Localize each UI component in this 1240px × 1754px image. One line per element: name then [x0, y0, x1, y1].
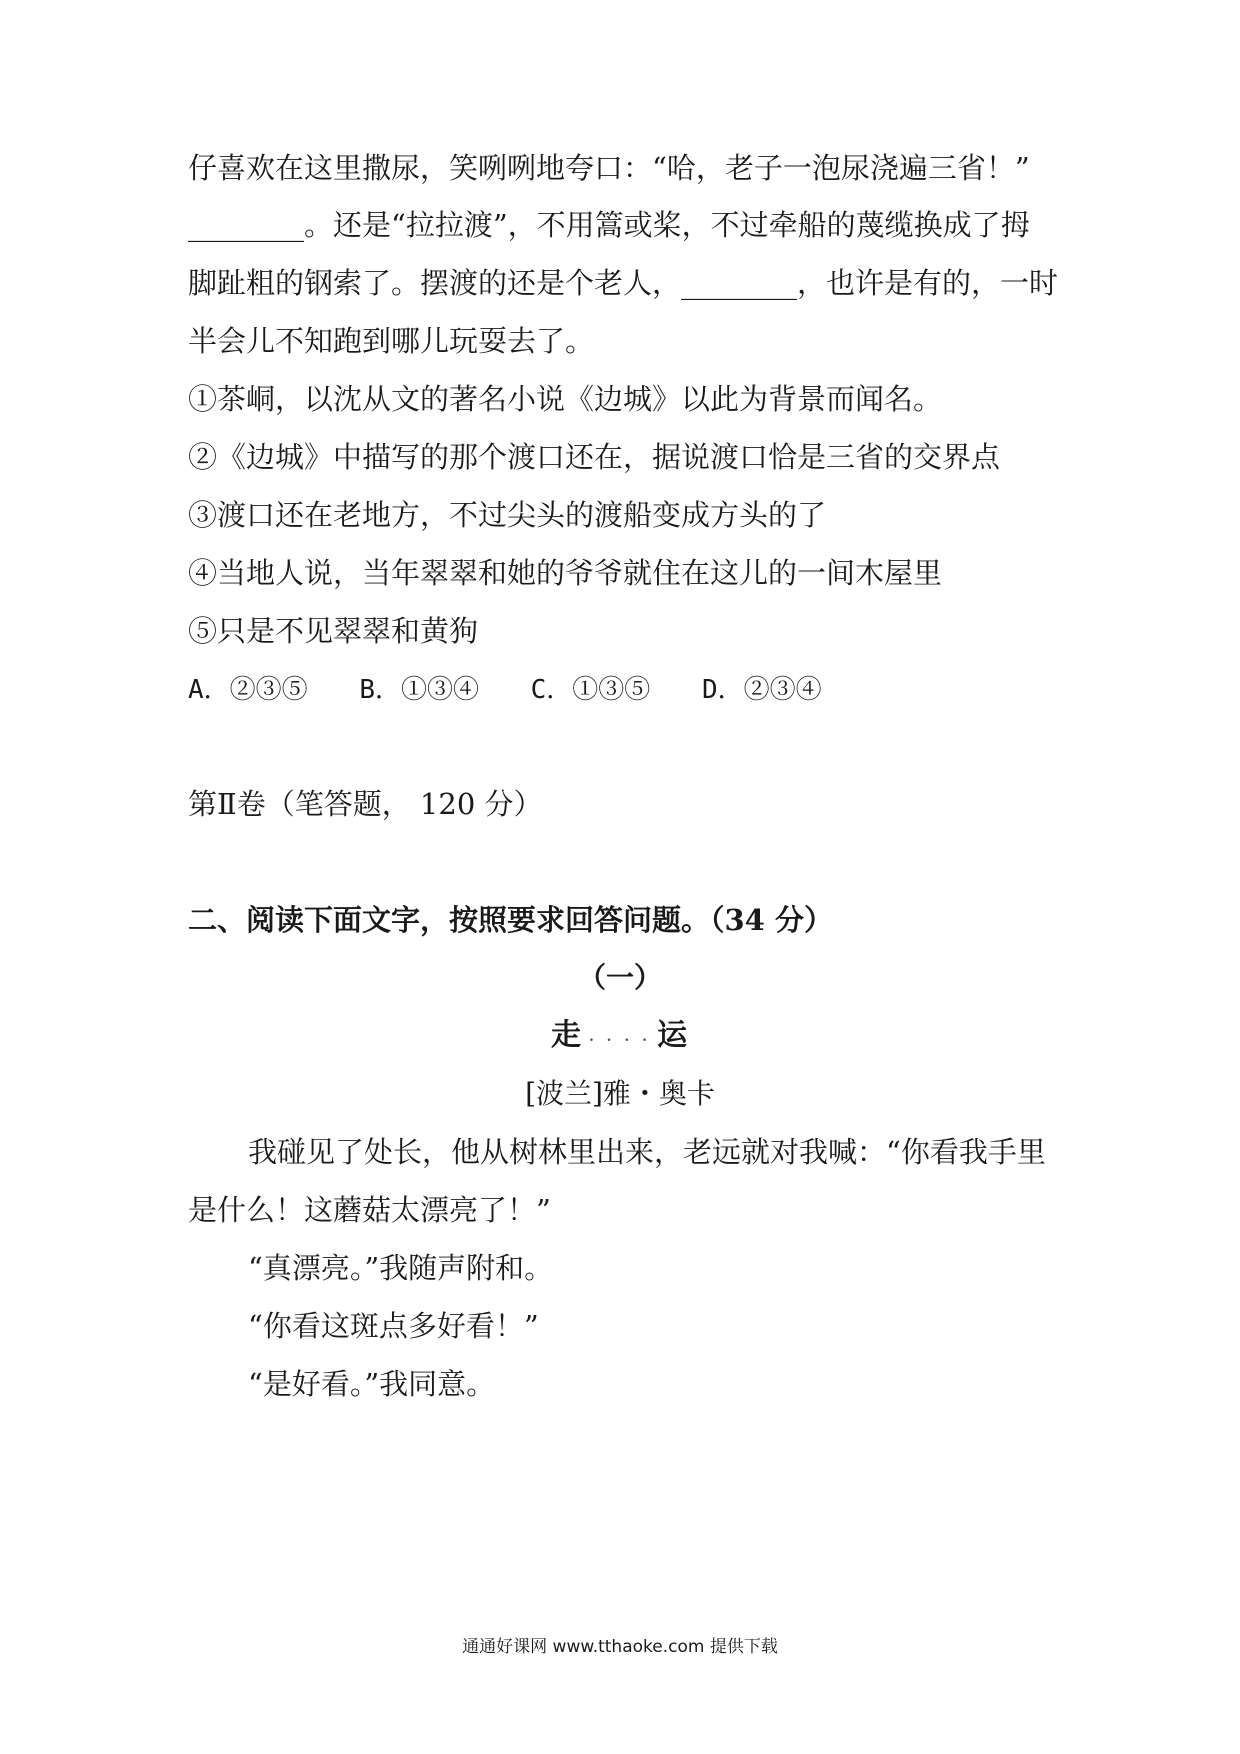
footer-credit: 通通好课网 www.tthaoke.com 提供下载	[462, 1637, 778, 1657]
option-c: C．①③⑤	[530, 675, 651, 705]
title-dots-decoration: . . . .	[588, 1029, 652, 1045]
option-sentence: ②《边城》中描写的那个渡口还在，据说渡口恰是三省的交界点	[188, 440, 1001, 474]
text-line: 脚趾粗的钢索了。摆渡的还是个老人，________，也许是有的，一时	[188, 266, 1059, 300]
option-d: D．②③④	[701, 675, 822, 705]
text-line: ________。还是“拉拉渡”，不用篙或桨，不过牵船的蔑缆换成了拇	[188, 208, 1030, 242]
option-a: A．②③⑤	[188, 675, 308, 705]
option-sentence: ④当地人说，当年翠翠和她的爷爷就住在这儿的一间木屋里	[188, 556, 943, 590]
story-title	[0, 1016, 1240, 1057]
option-sentence: ⑤只是不见翠翠和黄狗	[188, 614, 479, 648]
answer-options	[188, 670, 858, 710]
section-title: 第Ⅱ卷（笔答题， 120 分）	[188, 787, 543, 821]
option-b: B．①③④	[359, 675, 479, 705]
story-title-left: 走	[550, 1018, 583, 1053]
story-line: “是好看。”我同意。	[248, 1367, 496, 1401]
question-heading: 二、阅读下面文字，按照要求回答问题。（34 分）	[188, 903, 833, 937]
story-title-right: 运	[657, 1018, 690, 1053]
story-line: “真漂亮。”我随声附和。	[248, 1251, 554, 1285]
story-line: 我碰见了处长，他从树林里出来，老远就对我喊：“你看我手里	[248, 1135, 1046, 1169]
text-line: 半会儿不知跑到哪儿玩耍去了。	[188, 324, 595, 358]
option-sentence: ③渡口还在老地方，不过尖头的渡船变成方头的了	[188, 498, 827, 532]
story-line: 是什么！这蘑菇太漂亮了！”	[188, 1193, 551, 1227]
story-line: “你看这斑点多好看！”	[248, 1309, 539, 1343]
text-line: 仔喜欢在这里撒尿，笑咧咧地夸口：“哈，老子一泡尿浇遍三省！”	[188, 151, 1030, 185]
part-label: （一）	[577, 961, 662, 994]
author: [波兰]雅・奥卡	[525, 1077, 715, 1110]
option-sentence: ①茶峒，以沈从文的著名小说《边城》以此为背景而闻名。	[188, 382, 943, 416]
